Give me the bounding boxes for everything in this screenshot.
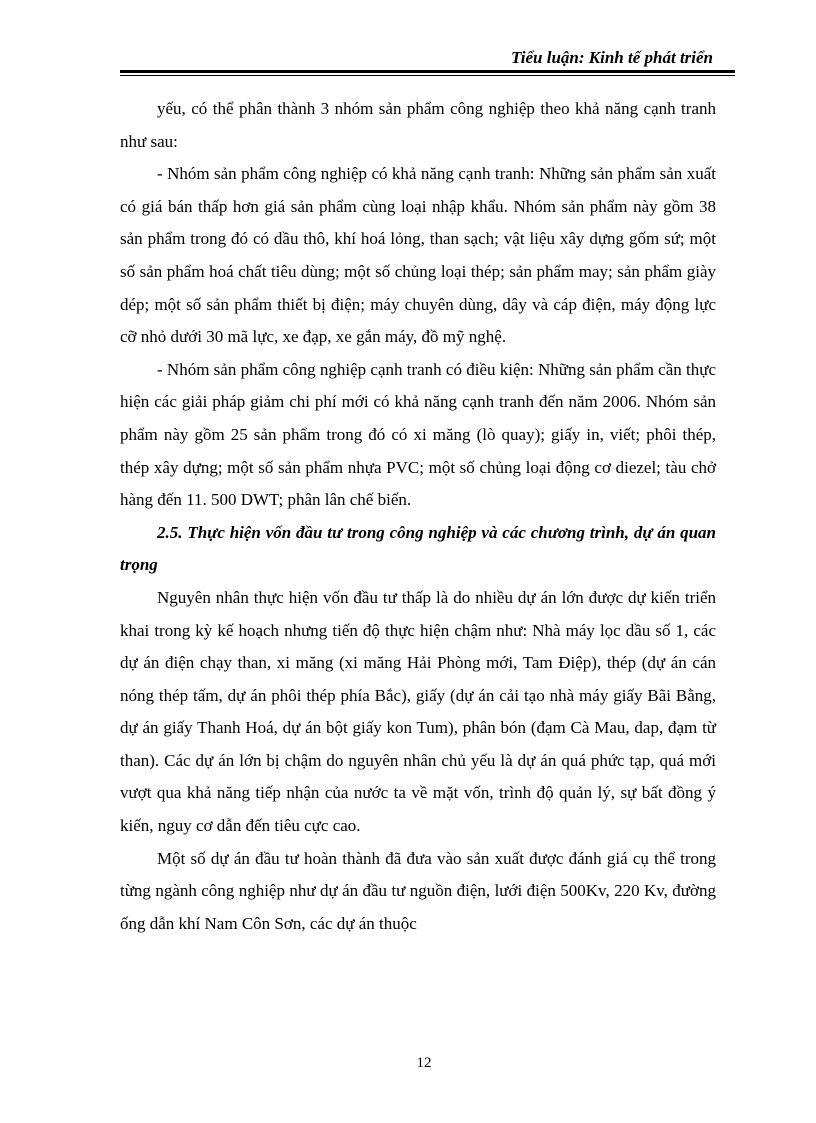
paragraph-completed-projects: Một số dự án đầu tư hoàn thành đã đưa vào sản xuất được đánh giá cụ thể trong từng ngành công nghiệp như dự án đầu tư nguồn điện, lưới điện 500Kv, 220 Kv, đường ống dẫn khí Nam Côn Sơn, các dự án thuộc	[120, 848, 716, 933]
body-text	[120, 93, 716, 940]
section-heading: 2.5. Thực hiện vốn đầu tư trong công nghiệp và các chương trình, dự án quan trọng	[120, 522, 716, 575]
header-rule-thin	[120, 75, 735, 76]
page-number: 12	[416, 1055, 432, 1071]
paragraph-competitive-group: - Nhóm sản phẩm công nghiệp có khả năng cạnh tranh: Những sản phẩm sản xuất có giá bán thấp hơn giá sản phẩm cùng loại nhập khẩu. Nhóm sản phẩm này gồm 38 sản phẩm trong đó có dầu thô, khí hoá lỏng, than sạch; vật liệu xây dựng gốm sứ; một số sản phẩm hoá chất tiêu dùng; một số chủng loại thép; sản phẩm may; sản phẩm giày dép; một số sản phẩm thiết bị điện; máy chuyên dùng, dây và cáp điện, máy động lực cỡ nhỏ dưới 30 mã lực, xe đạp, xe gắn máy, đồ mỹ nghệ.	[120, 164, 716, 347]
paragraph-investment-causes: Nguyên nhân thực hiện vốn đầu tư thấp là do nhiều dự án lớn được dự kiến triển khai trong kỳ kế hoạch nhưng tiến độ thực hiện chậm như: Nhà máy lọc dầu số 1, các dự án điện chạy than, xi măng (xi măng Hải Phòng mới, Tam Điệp), thép (dự án cán nóng thép tấm, dự án phôi thép phía Bắc), giấy (dự án cải tạo nhà máy giấy Bãi Bằng, dự án giấy Thanh Hoá, dự án bột giấy kon Tum), phân bón (đạm Cà Mau, dap, đạm từ than). Các dự án lớn bị chậm do nguyên nhân chủ yếu là dự án quá phức tạp, quá mới vượt qua khả năng tiếp nhận của nước ta về mặt vốn, trình độ quản lý, sự bất đồng ý kiến, nguy cơ dẫn đến tiêu cực cao.	[120, 587, 716, 836]
paragraph-continuation: yếu, có thể phân thành 3 nhóm sản phẩm công nghiệp theo khả năng cạnh tranh như sau:	[120, 99, 716, 151]
header-rule-thick	[120, 70, 735, 73]
running-header: Tiểu luận: Kinh tế phát triển	[511, 48, 713, 67]
paragraph-conditional-group: - Nhóm sản phẩm công nghiệp cạnh tranh có điều kiện: Những sản phẩm cần thực hiện các giải pháp giảm chi phí mới có khả năng cạnh tranh đến năm 2006. Nhóm sản phẩm này gồm 25 sản phẩm trong đó có xi măng (lò quay); giấy in, viết; phôi thép, thép xây dựng; một số sản phẩm nhựa PVC; một số chủng loại động cơ diezel; tàu chở hàng đến 11. 500 DWT; phân lân chế biến.	[120, 359, 716, 510]
